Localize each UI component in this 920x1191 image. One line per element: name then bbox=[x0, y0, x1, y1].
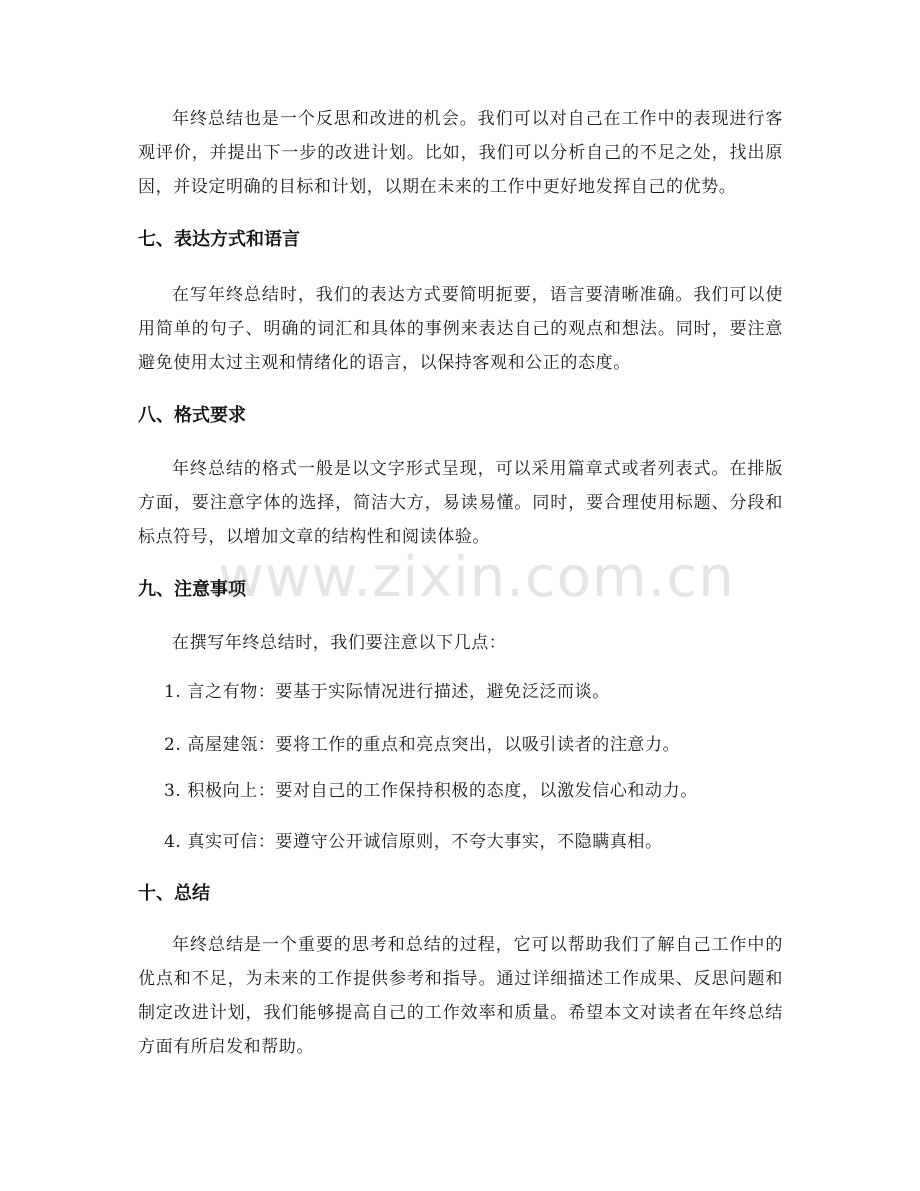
section-9-intro: 在撰写年终总结时，我们要注意以下几点： bbox=[172, 633, 507, 653]
watermark-text: www.zixin.com.cn bbox=[218, 545, 735, 610]
section-10-heading: 十、总结 bbox=[138, 883, 210, 904]
list-item: 2. 高屋建瓴：要将工作的重点和亮点突出，以吸引读者的注意力。 bbox=[164, 735, 681, 755]
section-9-heading: 九、注意事项 bbox=[138, 579, 246, 600]
section-7-paragraph: 在写年终总结时，我们的表达方式要简明扼要，语言要清晰准确。我们可以使用简单的句子、明确的词汇和具体的事例来表达自己的观点和想法。同时，要注意避免使用太过主观和情绪化的语言，以保持客观和公正的态度。 bbox=[138, 285, 783, 373]
section-7-heading: 七、表达方式和语言 bbox=[138, 229, 300, 250]
list-item: 1. 言之有物：要基于实际情况进行描述，避免泛泛而谈。 bbox=[164, 682, 610, 702]
intro-paragraph: 年终总结也是一个反思和改进的机会。我们可以对自己在工作中的表现进行客观评价，并提出下一步的改进计划。比如，我们可以分析自己的不足之处，找出原因，并设定明确的目标和计划，以期在未来的工作中更好地发挥自己的优势。 bbox=[138, 109, 783, 197]
section-8-heading: 八、格式要求 bbox=[138, 405, 246, 426]
list-item: 3. 积极向上：要对自己的工作保持积极的态度，以激发信心和动力。 bbox=[164, 781, 698, 801]
section-10-paragraph: 年终总结是一个重要的思考和总结的过程，它可以帮助我们了解自己工作中的优点和不足，为未来的工作提供参考和指导。通过详细描述工作成果、反思问题和制定改进计划，我们能够提高自己的工作效率和质量。希望本文对读者在年终总结方面有所启发和帮助。 bbox=[138, 935, 783, 1057]
section-8-paragraph: 年终总结的格式一般是以文字形式呈现，可以采用篇章式或者列表式。在排版方面，要注意字体的选择，简洁大方，易读易懂。同时，要合理使用标题、分段和标点符号，以增加文章的结构性和阅读体验。 bbox=[138, 459, 783, 547]
list-item: 4. 真实可信：要遵守公开诚信原则，不夸大事实，不隐瞒真相。 bbox=[164, 832, 663, 852]
